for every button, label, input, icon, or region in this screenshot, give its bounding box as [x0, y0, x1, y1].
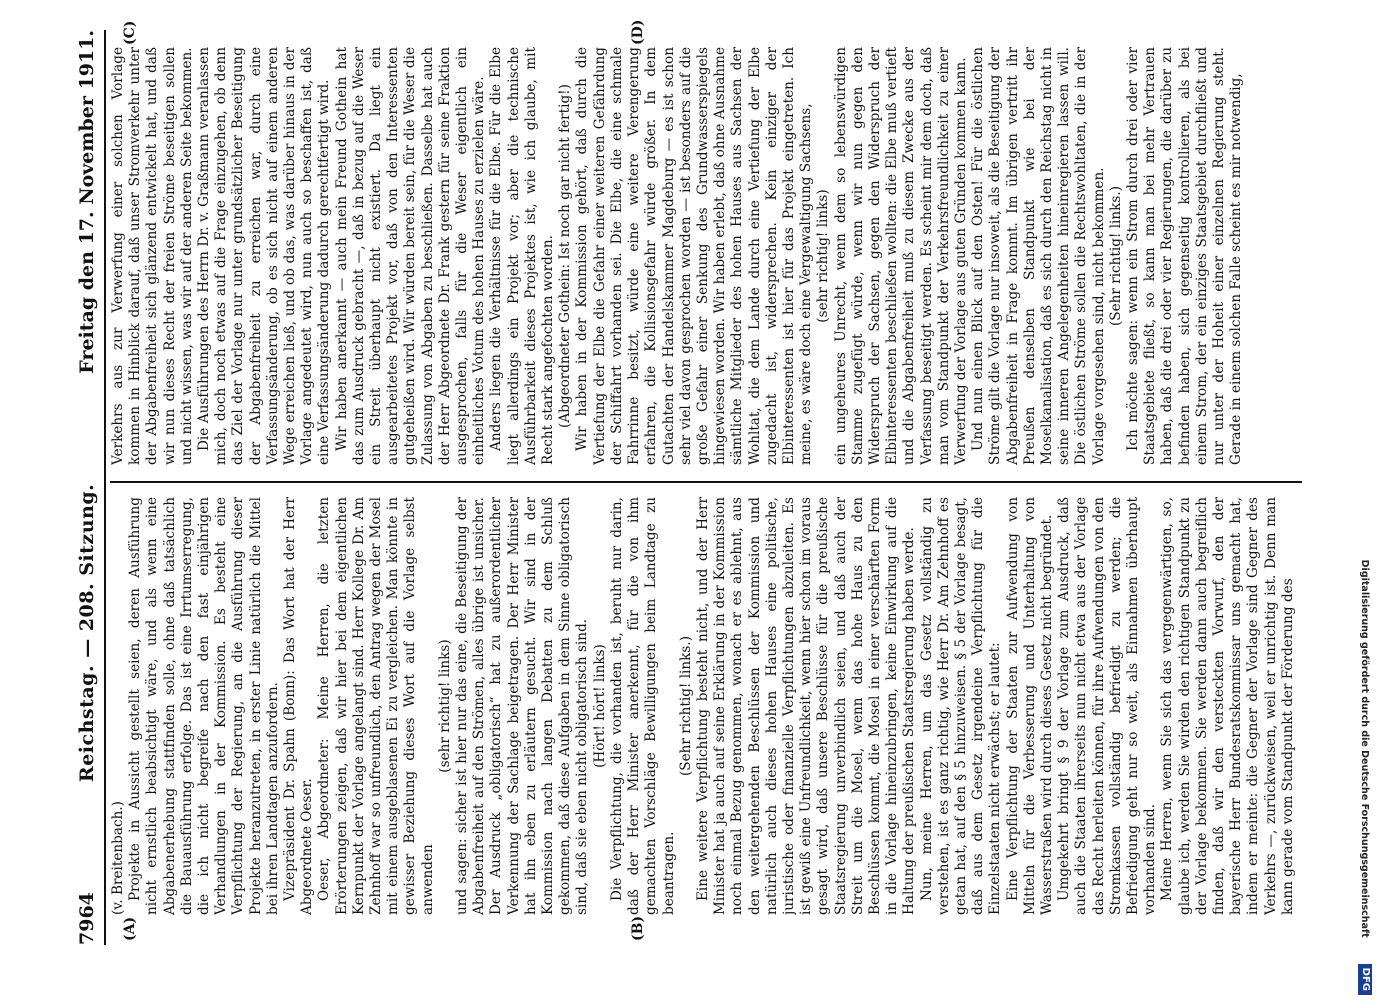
- paragraph: Eine weitere Verpflichtung besteht nicht, und der Herr Minister hat ja auch auf seine Erklärung in der Kommission noch einmal Bezug genommen, wonach er es ablehnt, aus den weitergehenden Beschlüssen der Kommission und natürlich auch dieses hohen Hauses eine politische, juristische oder finanzielle Verpflichtungen abzuleiten. Es ist gewiß eine Unfreundlichkeit, wenn hier schon im voraus gesagt wird, daß unsere Beschlüsse für die preußische Staatsregierung unverbindlich seien, und daß auch der Streit um die Mosel, wenn das hohe Haus zu den Beschlüssen kommt, die Mosel in einer verschärften Form in die Vorlage hineinzubringen, keine Einwirkung auf die Haltung der preußischen Staatsregierung haben werde.: [694, 497, 918, 915]
- right-column: [110, 47, 1302, 465]
- paragraph: Vizepräsident Dr. Spahn (Bonn): Das Wort hat der Herr Abgeordnete Oeser.: [282, 497, 316, 915]
- paragraph: (Sehr richtig! links.): [1107, 185, 1124, 327]
- session-date: Freitag den 17. November 1911.: [76, 30, 98, 374]
- paragraph: Nun, meine Herren, um das Gesetz vollständig zu verstehen, ist es ganz richtig, wie Herr Dr. Am Zehnhoff es getan hat, auf den § 5 hinzuweisen. § 5 der Vorlage besagt, daß aus dem Gesetz irgendeine Verpflichtung für die Einzelstaaten nicht erwächst; er lautet:: [918, 497, 1004, 915]
- document-page: [70, 19, 1310, 945]
- credit-text: Digitalisierung gefördert durch die Deutsche Forschungsgemeinschaft: [1359, 559, 1371, 938]
- paragraph: Meine Herren, wenn Sie sich das vergegenwärtigen, so, glaube ich, werden Sie wirden den richtigen Standpunkt zu der Vorlage bekommen. Sie werden dann auch begreiflich finden, daß wir den versteckten Vorwurf, den der bayerische Herr Bundesratskommissar uns gemacht hat, indem er meinte: die Gegner der Vorlage sind Gegner des Verkehrs —, zurückweisen, weil er unrichtig ist. Denn man kann gerade vom Standpunkt der Förderung des: [1159, 497, 1296, 915]
- paragraph: Ich möchte sagen: wenn ein Strom durch drei oder vier Staatsgebiete fließt, so kann man bei mehr Vertrauen haben, daß die drei oder vier Regierungen, die darüber zu befinden haben, sich gegenseitig kontrollieren, als bei einem Strom, der ein einziges Staatsgebiet durchfließt und nur unter der Hoheit einer einzelnen Regierung steht. Gerade in einem solchen Falle scheint es mir notwendig,: [1124, 47, 1245, 465]
- paragraph: Wir haben in der Kommission gehört, daß durch die Vertiefung der Elbe die Gefahr einer weiteren Gefährdung der Schiffahrt vorhanden sei. Die Elbe, die eine schmale Fahrrinne besitzt, würde eine weitere Verengerung erfahren, die Kollisionsgefahr würde größer. In dem Gutachten der Handelskammer Magdeburg — es ist schon sehr viel davon gesprochen worden — ist besonders auf die große Gefahr einer Senkung des Grundwasserspiegels hingewiesen worden. Wir haben erlebt, daß ohne Ausnahme sämtliche Mitglieder des hohen Hauses aus Sachsen der Wohltat, die dem Lande durch eine Vertiefung der Elbe zugedacht ist, widersprechen. Kein einziger der Elbinteressenten ist hier für das Projekt eingetreten. Ich meine, es wäre doch eine Vergewaltigung Sachsens,: [574, 47, 815, 465]
- paragraph: (sehr richtig! links): [436, 639, 453, 773]
- paragraph: Oeser, Abgeordneter: Meine Herren, die letzten Erörterungen zeigen, daß wir hier bei dem eigentlichen Kernpunkt der Vorlage angelangt sind. Herr Kollege Dr. Am Zehnhoff war so unfreundlich, den Antrag wegen der Mosel mit einem ausgeblasenen Ei zu vergleichen. Man könnte in gewisser Beziehung dieses Wort auf die Vorlage selbst anwenden: [316, 497, 436, 915]
- paragraph: Eine Verpflichtung der Staaten zur Aufwendung von Mitteln für die Verbesserung und Unterhaltung von Wasserstraßen wird durch dieses Gesetz nicht begründet.: [1004, 497, 1055, 915]
- digitization-credit: [1358, 5, 1372, 995]
- paragraph: Und nun einen Blick auf den Osten! Für die östlichen Ströme gilt die Vorlage nur insoweit, als die Beseitigung der Abgabenfreiheit in Frage kommt. Im übrigen vertritt ihr Preußen denselben Standpunkt wie bei der Moselkanalisation, daß es sich durch den Reichstag nicht in seine inneren Angelegenheiten hineinregieren lassen will. Die östlichen Ströme sollen die Rechtswohltaten, die in der Vorlage vorgesehen sind, nicht bekommen.: [970, 47, 1107, 465]
- page-number: 7964: [76, 892, 98, 945]
- margin-letter-a: (A): [122, 916, 138, 941]
- paragraph: (v. Breitenbach.): [110, 801, 126, 915]
- paragraph: Die Verpflichtung, die vorhanden ist, beruht nur darin, daß der Herr Minister anerkennt, für die von ihm gemachten Vorschläge Bewilligungen beim Landtage zu beantragen.: [608, 497, 677, 915]
- paragraph: und sagen: sicher ist hier nur das eine, die Beseitigung der Abgabenfreiheit auf den Strömen, alles übrige ist unsicher. Der Ausdruck „obligatorisch“ hat zu außerordentlicher Verkennung der Sachlage beigetragen. Der Herr Minister hat ihn eben zu erläutern gesucht. Wir sind in der Kommission nach langen Debatten zu dem Schluß gekommen, daß diese Aufgaben in dem Sinne obligatorisch sind, daß sie eben nicht obligatorisch sind.: [454, 497, 591, 915]
- session-title: Reichstag. — 208. Sitzung.: [76, 483, 98, 783]
- paragraph: (Sehr richtig! links.): [677, 635, 694, 777]
- paragraph: ein ungeheures Unrecht, wenn dem so lebenswürdigen Stamme zugefügt würde, wenn wir nun gegen den Widerspruch der Sachsen, gegen den Widerspruch der Elbinteressenten beschließen wollten: die Elbe muß vertieft und die Abgabenfreiheit muß zu diesem Zwecke aus der Verfassung beseitigt werden. Es scheint mir dem doch, daß man vom Standpunkt der Verkehrsfreundlichkeit zu einer Verwerfung der Vorlage aus guten Gründen kommen kann.: [832, 47, 969, 465]
- paragraph: (Hört! hört! links): [591, 644, 608, 768]
- column-divider: [110, 481, 1302, 483]
- margin-letter-b: (B): [630, 915, 646, 941]
- paragraph: (Abgeordneter Gothein: Ist noch gar nicht fertig!): [557, 84, 574, 428]
- margin-letter-d: (D): [630, 19, 646, 45]
- paragraph: (sehr richtig! links): [815, 189, 832, 323]
- paragraph: Verkehrs aus zur Verwerfung einer solchen Vorlage kommen in Hinblick darauf, daß unser Stromverkehr unter der Abgabenfreiheit sich glänzend entwickelt hat, und daß wir nun dieses Recht der freien Ströme beseitigen sollen und nicht wissen, was wir auf der anderen Seite bekommen.: [110, 47, 195, 465]
- paragraph: Projekte in Aussicht gestellt seien, deren Ausführung nicht ernstlich beabsichtigt wäre, und als wenn eine Abgabenerhebung stattfinden solle, ohne daß tatsächlich die Bauausführung erfolge. Das ist eine Irrtumserregung, die ich nicht begreife nach den fast einjährigen Verhandlungen in der Kommission. Es besteht eine Verpflichtung der Regierung, an die Ausführung dieser Projekte heranzutreten, in erster Linie natürlich die Mittel bei ihren Landtagen anzufordern.: [127, 497, 281, 915]
- dfg-logo: DFG: [1358, 964, 1372, 995]
- paragraph: Wir haben anerkannt — auch mein Freund Gothein hat das zum Ausdruck gebracht —, daß in bezug auf die Weser ein Streit überhaupt nicht existiert. Da liegt ein ausgearbeitetes Projekt vor, daß von den Interessenten gutgeheißen wird. Wir würden bereit sein, für die Weser die Zulassung von Abgaben zu beschließen. Dasselbe hat auch der Herr Abgeordnete Dr. Frank gestern für seine Fraktion ausgesprochen, falls für die Weser eigentlich ein einheitliches Votum des hohen Hauses zu erzielen wäre.: [333, 47, 488, 465]
- margin-letter-c: (C): [122, 20, 138, 45]
- left-column: [110, 497, 1302, 915]
- paragraph: Umgekehrt bringt § 9 der Vorlage zum Ausdruck, daß auch die Staaten ihrerseits nun nicht etwa aus der Vorlage das Recht herleiten können, für ihre Aufwendungen von den Stromkassen vollständig befriedigt zu werden; die Befriedigung geht nur so weit, als Einnahmen überhaupt vorhanden sind.: [1056, 497, 1159, 915]
- paragraph: Anders liegen die Verhältnisse für die Elbe. Für die Elbe liegt allerdings ein Projekt vor; aber die technische Ausführbarkeit dieses Projektes ist, wie ich glaube, mit Recht stark angefochten worden.: [488, 47, 557, 465]
- paragraph: Die Ausführungen des Herrn Dr. v. Graßmann veranlassen mich, doch noch etwas auf die Frage einzugehen, ob denn das Ziel der Vorlage nur unter grundsätzlicher Beseitigung der Abgabenfreiheit zu erreichen war, durch eine Verfassungsänderung, ob es sich nicht auf einem anderen Wege erreichen ließ, und ob das, was darüber hinaus in der Vorlage angedeutet wird, nun auch so beschaffen ist, daß eine Verfassungsänderung dadurch gerechtfertigt wird.: [196, 47, 333, 465]
- page-header: [70, 30, 106, 945]
